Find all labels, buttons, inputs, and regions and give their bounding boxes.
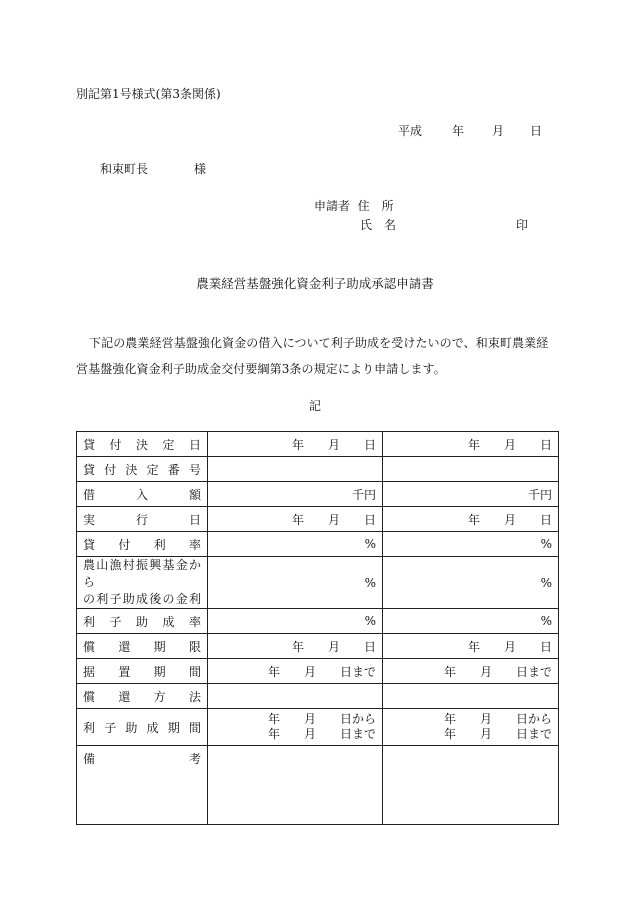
unit-month: 月 xyxy=(303,664,316,679)
document-title: 農業経営基盤強化資金利子助成承認申請書 xyxy=(196,276,434,291)
row-label-subsidy-period: 利子助成期間 xyxy=(77,709,208,746)
cell-amount[interactable] xyxy=(208,482,383,507)
cell-percent[interactable] xyxy=(383,532,559,557)
cell-remarks[interactable] xyxy=(383,746,559,825)
unit-year: 年 xyxy=(467,639,480,654)
row-label-repayment-method: 償還方法 xyxy=(77,684,208,709)
unit-month: 月 xyxy=(479,664,492,679)
table-row xyxy=(77,432,559,457)
unit-percent: % xyxy=(364,537,376,551)
cell-percent[interactable] xyxy=(208,609,383,634)
unit-day-from: 日から xyxy=(339,712,376,726)
table-row xyxy=(77,532,559,557)
unit-day: 日 xyxy=(539,512,552,527)
seal-mark: 印 xyxy=(516,218,529,232)
cell-date-range[interactable] xyxy=(208,709,383,746)
honorific: 様 xyxy=(194,162,207,176)
cell-date[interactable] xyxy=(383,432,559,457)
table-row xyxy=(77,457,559,482)
table-row xyxy=(77,709,559,746)
row-label-rate-after-subsidy xyxy=(77,557,208,609)
applicant-name-label: 氏 名 xyxy=(360,218,397,232)
row-label-loan-rate: 貸付利率 xyxy=(77,532,208,557)
unit-year: 年 xyxy=(267,712,280,726)
table-row xyxy=(77,746,559,825)
unit-month: 月 xyxy=(479,727,492,741)
table-row xyxy=(77,609,559,634)
cell-percent[interactable] xyxy=(383,557,559,609)
remarks-label-1: 備 xyxy=(83,752,96,766)
row-label-line: の利子助成後の金利 xyxy=(83,592,201,606)
unit-year: 年 xyxy=(443,727,456,741)
unit-month: 月 xyxy=(503,437,516,452)
addressee xyxy=(100,160,206,177)
cell-percent[interactable] xyxy=(383,609,559,634)
application-date xyxy=(398,122,542,139)
cell-empty[interactable] xyxy=(383,684,559,709)
form-reference: 別記第1号様式(第3条関係) xyxy=(76,87,221,101)
unit-day: 日 xyxy=(363,512,376,527)
row-label-repayment-deadline: 償還期限 xyxy=(77,634,208,659)
table-row xyxy=(77,482,559,507)
cell-empty[interactable] xyxy=(208,684,383,709)
remarks-label-2: 考 xyxy=(188,752,201,766)
unit-percent: % xyxy=(364,575,376,590)
table-row xyxy=(77,634,559,659)
unit-thousand-yen: 千円 xyxy=(527,487,552,502)
unit-day: 日 xyxy=(363,639,376,654)
unit-day: 日 xyxy=(539,437,552,452)
row-label-execution-date: 実行日 xyxy=(77,507,208,532)
applicant-label: 申請者 xyxy=(314,199,351,213)
row-label-line: 農山漁村振興基金から xyxy=(83,558,201,589)
unit-day: 日 xyxy=(539,639,552,654)
unit-percent: % xyxy=(540,537,552,551)
unit-month: 月 xyxy=(327,639,340,654)
unit-year: 年 xyxy=(267,664,280,679)
date-month-label: 月 xyxy=(492,124,505,138)
date-day-label: 日 xyxy=(530,124,543,138)
unit-year: 年 xyxy=(267,727,280,741)
unit-day-until: 日まで xyxy=(515,664,552,679)
application-table xyxy=(76,431,559,825)
cell-date[interactable] xyxy=(208,634,383,659)
unit-year: 年 xyxy=(291,639,304,654)
cell-percent[interactable] xyxy=(208,532,383,557)
address-label: 住 所 xyxy=(357,199,394,213)
row-label-loan-amount: 借入額 xyxy=(77,482,208,507)
row-label-loan-decision-number: 貸付決定番号 xyxy=(77,457,208,482)
cell-date[interactable] xyxy=(208,507,383,532)
body-text: 下記の農業経営基盤強化資金の借入について利子助成を受けたいので、和束町農業経営基盤強化資金利子助成金交付要綱第3条の規定により申請します。 xyxy=(76,336,549,376)
unit-month: 月 xyxy=(503,639,516,654)
unit-month: 月 xyxy=(503,512,516,527)
table-row xyxy=(77,557,559,609)
unit-year: 年 xyxy=(467,437,480,452)
row-label-remarks xyxy=(77,746,208,825)
unit-month: 月 xyxy=(479,712,492,726)
unit-day-from: 日から xyxy=(515,712,552,726)
era-label: 平成 xyxy=(398,124,423,138)
unit-percent: % xyxy=(364,614,376,628)
unit-month: 月 xyxy=(327,437,340,452)
table-row xyxy=(77,684,559,709)
unit-year: 年 xyxy=(443,712,456,726)
cell-empty[interactable] xyxy=(383,457,559,482)
unit-percent: % xyxy=(540,614,552,628)
unit-year: 年 xyxy=(443,664,456,679)
unit-thousand-yen: 千円 xyxy=(351,487,376,502)
unit-percent: % xyxy=(540,575,552,590)
cell-amount[interactable] xyxy=(383,482,559,507)
cell-date-until[interactable] xyxy=(383,659,559,684)
unit-day-until: 日まで xyxy=(515,727,552,741)
cell-date-range[interactable] xyxy=(383,709,559,746)
unit-day-until: 日まで xyxy=(339,664,376,679)
unit-year: 年 xyxy=(467,512,480,527)
cell-date[interactable] xyxy=(383,507,559,532)
unit-month: 月 xyxy=(327,512,340,527)
unit-year: 年 xyxy=(291,512,304,527)
addressee-name: 和束町長 xyxy=(100,162,149,176)
row-label-grace-period: 据置期間 xyxy=(77,659,208,684)
unit-year: 年 xyxy=(291,437,304,452)
table-row xyxy=(77,659,559,684)
applicant-address xyxy=(314,197,394,214)
cell-date-until[interactable] xyxy=(208,659,383,684)
cell-empty[interactable] xyxy=(208,457,383,482)
unit-day-until: 日まで xyxy=(339,727,376,741)
cell-date[interactable] xyxy=(383,634,559,659)
cell-percent[interactable] xyxy=(208,557,383,609)
date-year-label: 年 xyxy=(452,124,465,138)
unit-month: 月 xyxy=(303,727,316,741)
ki-marker: 記 xyxy=(308,399,321,413)
row-label-loan-decision-date: 貸付決定日 xyxy=(77,432,208,457)
row-label-subsidy-rate: 利子助成率 xyxy=(77,609,208,634)
cell-remarks[interactable] xyxy=(208,746,383,825)
cell-date[interactable] xyxy=(208,432,383,457)
unit-month: 月 xyxy=(303,712,316,726)
unit-day: 日 xyxy=(363,437,376,452)
table-row xyxy=(77,507,559,532)
